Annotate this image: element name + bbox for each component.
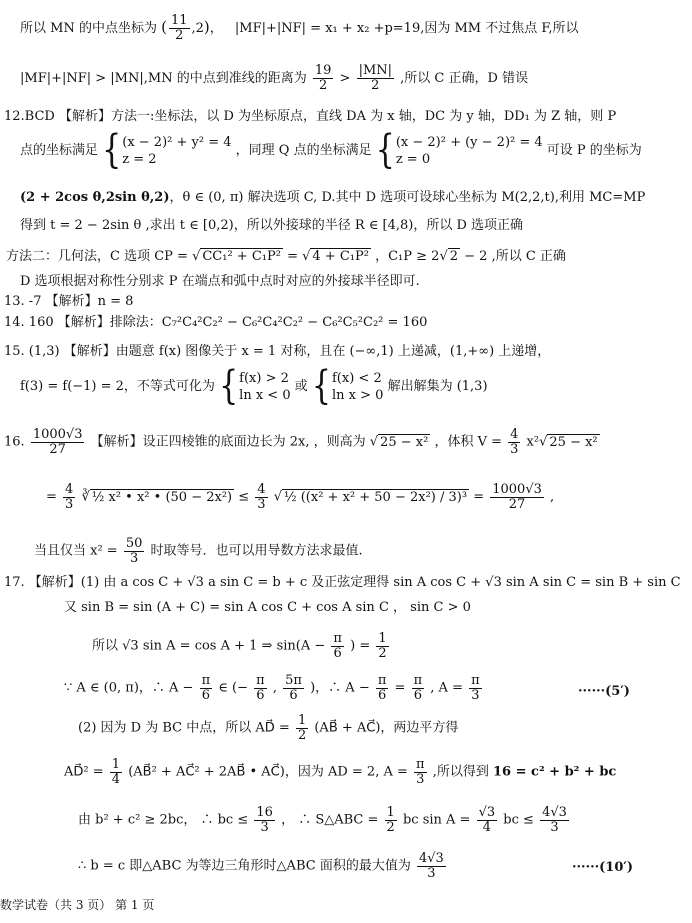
q16-derivation: = $\frac{4}{3}$ ∛ ½ x² • x² • (50 − 2x²) ≤ $\frac{4}{3}$ √ ½ ((x² + x² + 50 − 2x²) / 3)³ = $\frac{1000√3}{27}$ , (46, 482, 555, 512)
fraction: $\frac{\pi}{6}$ (333, 631, 342, 661)
q12-param-line: (2 + 2cos θ,2sin θ,2)，θ ∈ (0, π) 解决选项 C, D.其中 D 选项可设球心坐标为 M(2,2,t),利用 MC=MP (20, 190, 646, 205)
page-footer: 数学试卷（共 3 页） 第 1 页 (0, 898, 155, 912)
q12-radius-line: 得到 t = 2 − 2sin θ ,求出 t ∈ [0,2)，所以外接球的半径 R ∈ [4,8)，所以 D 选项正确 (20, 218, 524, 233)
q16-equality-note: 当且仅当 x² = $\frac{50}{3}$ 时取等号．也可以用导数方法求最值. (34, 536, 363, 566)
q12-systems-line: 点的坐标满足 { (x − 2)² + y² = 4 z = 2 ，同理 Q 点的坐标满足 { (x − 2)² + (y − 2)² = 4 z = 0 可设 P 的坐标为 (20, 127, 642, 174)
q17-area-line: 由 b² + c² ≥ 2bc， ∴ bc ≤ $\frac{16}{3}$ ， ∴ S△ABC = $\frac{1}{2}$ bc sin A = $\frac{√3}{4}$ bc ≤ $\frac{4√3}{3}$ (78, 805, 567, 835)
q12-header: 12.BCD 【解析】方法一:坐标法，以 D 为坐标原点，直线 DA 为 x 轴，DC 为 y 轴，DD₁ 为 Z 轴，则 P (4, 109, 617, 124)
fraction: $\frac{|MN|}{2}$ (358, 63, 393, 93)
q17-sinb-line: 又 sin B = sin (A + C) = sin A cos C + cos A sin C ， sin C > 0 (64, 600, 471, 615)
q17-part2-start: (2) 因为 D 为 BC 中点，所以 AD⃗ = $\frac{1}{2}$ (AB⃗ + AC⃗)，两边平方得 (78, 713, 459, 743)
q17-sina-line: 所以 √3 sin A = cos A + 1 ⇒ sin(A − $\frac{\pi}{6}$ ) = $\frac{1}{2}$ (92, 631, 387, 661)
fraction: $\frac{19}{2}$ (314, 63, 332, 93)
score-10: ······(10′) (572, 860, 633, 875)
fraction: $\frac{4}{3}$ (510, 427, 519, 457)
fraction: $\frac{11}{2}$ (170, 13, 188, 43)
q15-inequality-line: f(3) = f(−1) = 2，不等式可化为 { f(x) > 2 ln x < 0 或 { f(x) < 2 ln x > 0 解出解集为 (1,3) (20, 363, 488, 410)
q17-conclusion: ∴ b = c 即△ABC 为等边三角形时△ABC 面积的最大值为 $\frac{4√3}{3}$ (78, 851, 444, 881)
equation-system: f(x) > 2 ln x < 0 (239, 371, 291, 403)
q17-angle-line: ∵ A ∈ (0, π)，∴ A − $\frac{\pi}{6}$ ∈ (− $\frac{\pi}{6}$ , $\frac{5\pi}{6}$ )，∴ A − $\frac{\pi}{6}$ = $\frac{\pi}{6}$ , A = $\frac{\pi}{3}$ (64, 673, 480, 703)
fraction: $\frac{1}{2}$ (378, 631, 387, 661)
q17-square-line: AD⃗² = $\frac{1}{4}$ (AB⃗² + AC⃗² + 2AB⃗ • AC⃗)，因为 AD = 2, A = $\frac{\pi}{3}$ ,所以得到 16 = c² + b² + bc (64, 757, 617, 787)
fraction: $\frac{1000√3}{27}$ (32, 427, 83, 457)
q17-part1-start: 17. 【解析】(1) 由 a cos C + √3 a sin C = b + c 及正弦定理得 sin A cos C + √3 sin A sin C = sin B + sin C (4, 575, 681, 590)
equation-system: (x − 2)² + y² = 4 z = 2 (122, 135, 232, 167)
fraction: $\frac{50}{3}$ (125, 536, 143, 566)
text: |MF|+|NF| = x₁ + x₂ +p=19,因为 MM 不过焦点 F,所以 (234, 21, 579, 36)
equation-system: (x − 2)² + (y − 2)² = 4 z = 0 (395, 135, 543, 167)
fraction: $\frac{4}{3}$ (65, 482, 74, 512)
fraction: $\frac{4}{3}$ (257, 482, 266, 512)
q15-answer: 15. (1,3) 【解析】由题意 f(x) 图像关于 x = 1 对称，且在 (−∞,1) 上递减，(1,+∞) 上递增， (4, 344, 551, 359)
fraction: $\frac{1000√3}{27}$ (492, 482, 542, 512)
q12-method2-note: D 选项根据对称性分别求 P 在端点和弧中点时对应的外接球半径即可. (20, 274, 420, 289)
q16-answer: 16. $\frac{1000√3}{27}$ 【解析】设正四棱锥的底面边长为 2x, ，则高为 √ 25 − x² ，体积 V = $\frac{4}{3}$ x²√ 25 − x² (4, 427, 598, 457)
distance-line: |MF|+|NF| > |MN|,MN 的中点到准线的距离为 $\frac{19}{2}$ > $\frac{|MN|}{2}$ ,所以 C 正确，D 错误 (20, 63, 529, 93)
equation-system: f(x) < 2 ln x > 0 (332, 371, 384, 403)
score-5: ······(5′) (578, 684, 630, 699)
q12-method2-line: 方法二：几何法，C 选项 CP = √ CC₁² + C₁P² = √ 4 + C₁P² ，C₁P ≥ 2√ 2 − 2 ,所以 C 正确 (6, 249, 566, 264)
mn-midpoint-line: 所以 MN 的中点坐标为 ( $\frac{11}{2}$ ,2)， |MF|+|NF| = x₁ + x₂ +p=19,因为 MM 不过焦点 F,所以 (20, 13, 579, 43)
q13-answer: 13. -7 【解析】n = 8 (4, 294, 134, 309)
q14-answer: 14. 160 【解析】排除法：C₇²C₄²C₂² − C₆²C₄²C₂² − C₆²C₅²C₂² = 160 (4, 315, 428, 330)
text: 所以 MN 的中点坐标为 (20, 21, 157, 36)
